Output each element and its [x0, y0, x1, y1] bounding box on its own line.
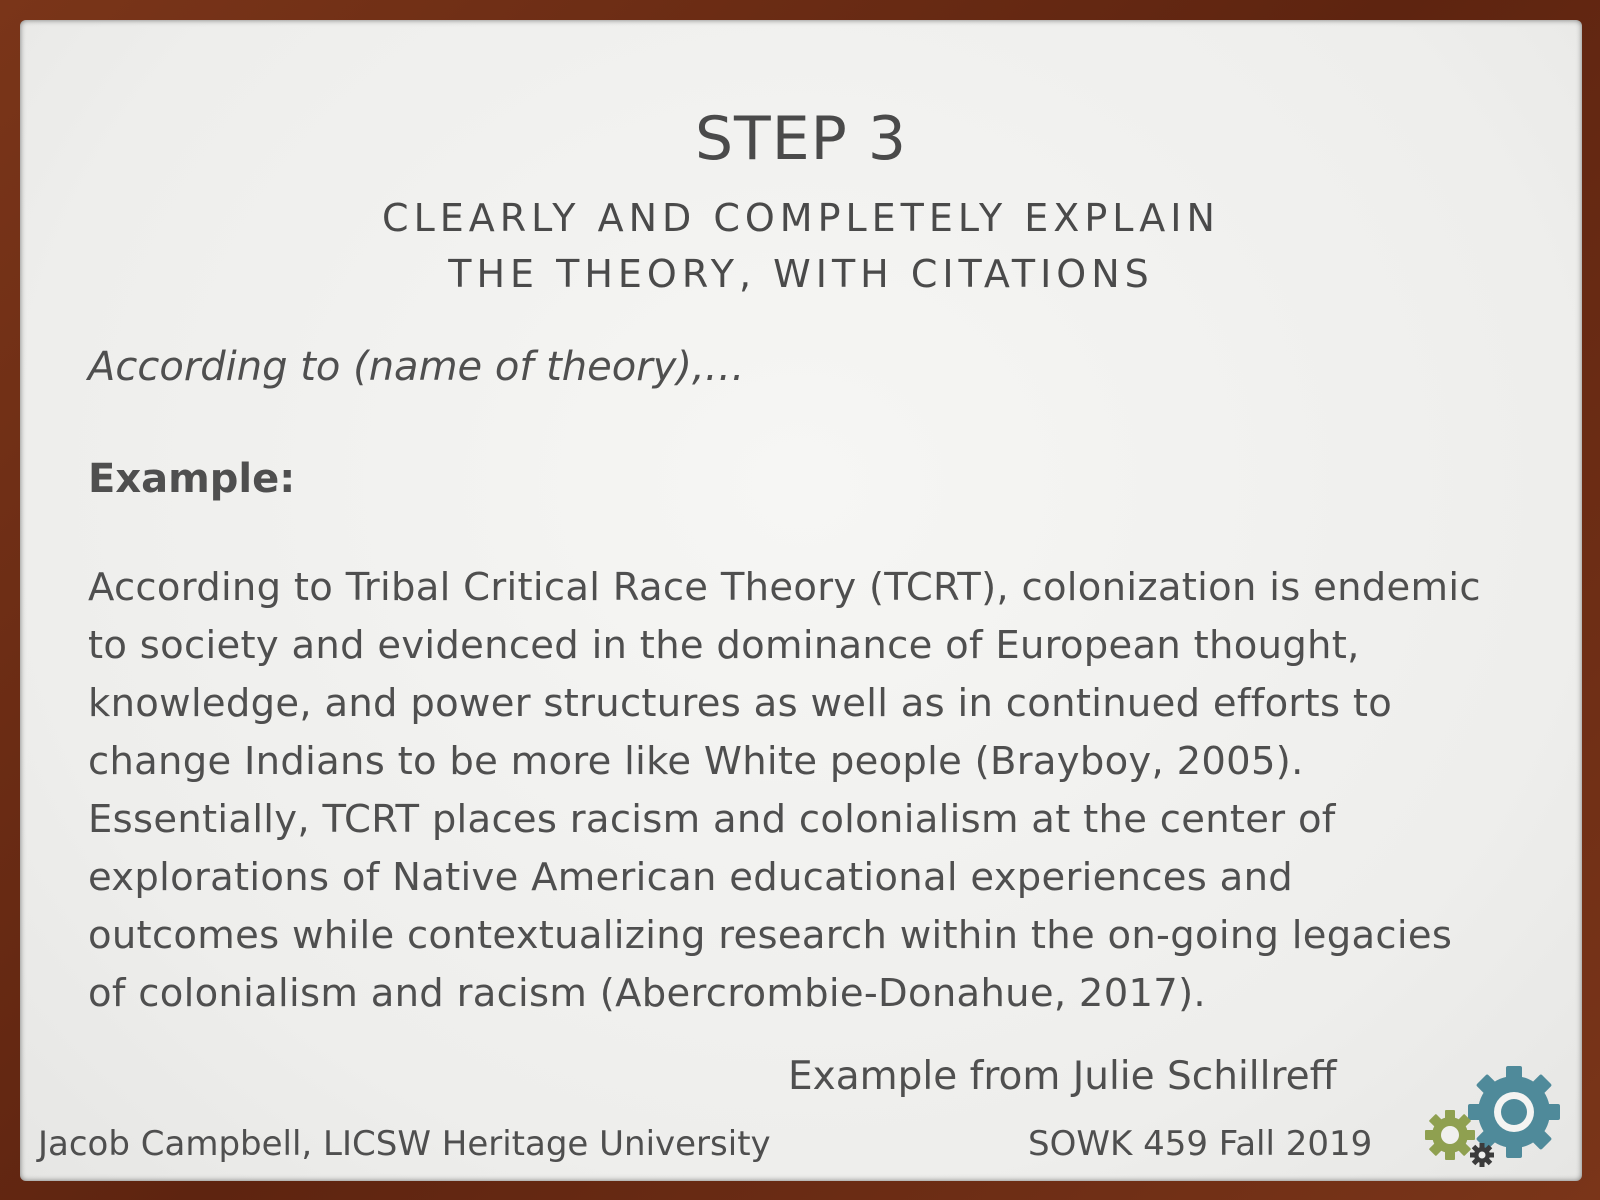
subtitle-line-2: THE THEORY, WITH CITATIONS — [448, 252, 1154, 296]
gears-icon — [1400, 1042, 1580, 1181]
slide-subtitle — [20, 190, 1582, 302]
intro-text: According to (name of theory),… — [88, 344, 745, 390]
example-credit: Example from Julie Schillreff — [788, 1054, 1337, 1099]
slide — [20, 20, 1582, 1181]
slide-title: STEP 3 — [694, 104, 908, 174]
example-label: Example: — [88, 456, 296, 502]
footer-course: SOWK 459 Fall 2019 — [1028, 1124, 1373, 1164]
footer-author: Jacob Campbell, LICSW Heritage University — [38, 1124, 771, 1164]
green-gear-icon — [1425, 1110, 1475, 1160]
example-paragraph: According to Tribal Critical Race Theory (TCRT), colonization is endemic to society and evidenced in the dominance of European thought, knowledge, and power structures as well as in continued efforts to change Indians to be more like White people (Brayboy, 2005). Essentially, TCRT places racism and colonialism at the center of explorations of Native American educational experiences and outcomes while contextualizing research within the on-going legacies of colonialism and racism (Abercrombie-Donahue, 2017). — [88, 565, 1481, 1016]
dark-gear-icon — [1470, 1143, 1494, 1167]
subtitle-line-1: CLEARLY AND COMPLETELY EXPLAIN — [382, 196, 1220, 240]
